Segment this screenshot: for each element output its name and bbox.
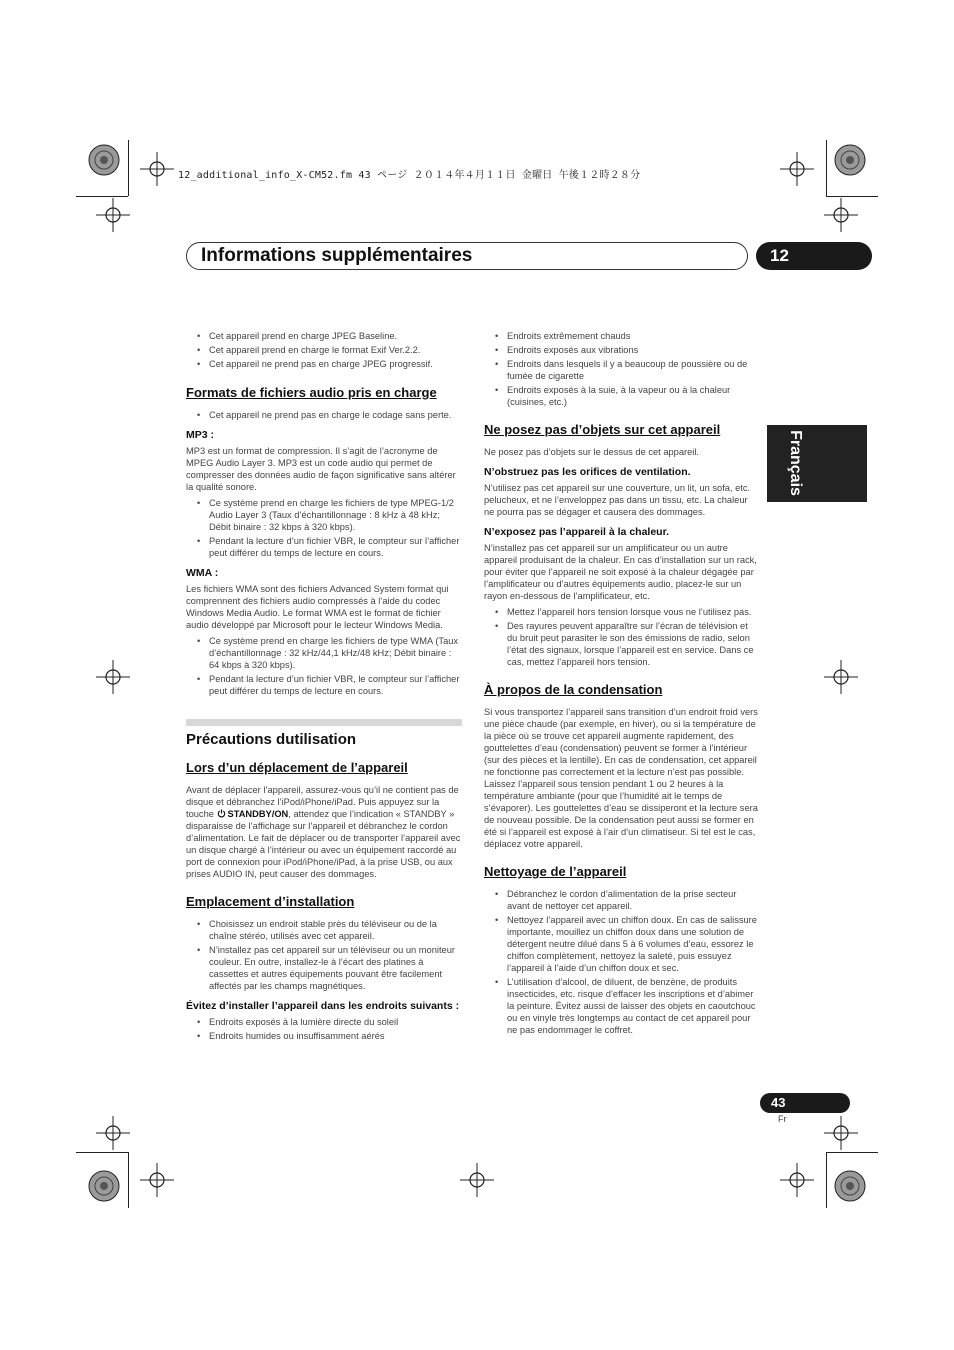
page-title: Informations supplémentaires xyxy=(201,245,473,266)
list-item: • Endroits extrêmement chauds xyxy=(484,330,760,342)
crosshair-mark xyxy=(140,152,174,186)
section-heading-no-objects: Ne posez pas d’objets sur cet appareil xyxy=(484,422,721,437)
section-heading-location: Emplacement d’installation xyxy=(186,894,355,909)
list-item: • Endroits dans lesquels il y a beaucoup de poussière ou de fumée de cigarette xyxy=(484,358,760,382)
avoid-locations-bullets xyxy=(186,1016,462,1042)
audio-bullets xyxy=(186,409,462,421)
crosshair-mark xyxy=(96,198,130,232)
registration-circle-mark xyxy=(832,142,868,178)
crop-line xyxy=(826,140,827,196)
mp3-description: MP3 est un format de compression. Il s’agit de l’acronyme de MPEG Audio Layer 3. MP3 est un code audio qui permet de compresser des données audio de façon significative sans altérer la qualité sonore. xyxy=(186,446,456,492)
moving-text-before: Avant de déplacer l’appareil, assurez-vous qu’il ne contient pas de disque et débranchez l’iPod/iPhone/iPad. Puis appuyez sur la touche xyxy=(186,785,459,819)
list-item: • Nettoyez l’appareil avec un chiffon doux. En cas de salissure importante, mouillez un chiffon doux dans une solution de détergent neutre dilué dans 5 à 6 volumes d’eau, essorez le chiffon complètement, nettoyez la saleté, puis essuyez l’appareil à l’aide d’un chiffon doux et sec. xyxy=(484,914,760,974)
crosshair-mark xyxy=(824,1116,858,1150)
section-divider xyxy=(186,719,462,726)
power-icon xyxy=(217,809,226,818)
avoid-locations-bullets-continued xyxy=(484,330,760,408)
section-title-precautions: Précautions dutilisation xyxy=(186,731,357,748)
crosshair-mark xyxy=(780,152,814,186)
list-item: • Endroits exposés à la lumière directe du soleil xyxy=(186,1016,462,1028)
registration-circle-mark xyxy=(832,1168,868,1204)
wma-bullets xyxy=(186,635,462,697)
crop-line xyxy=(76,1152,128,1153)
list-item: • Des rayures peuvent apparaître sur l’écran de télévision et du bruit peut parasiter le son des émissions de radio, selon l’état des signaux, lorsque l’appareil est en service. Dans ce cas, mettez l’appareil hors tension. xyxy=(484,620,760,668)
list-item: • N’installez pas cet appareil sur un téléviseur ou un moniteur couleur. En outre, installez-le à l’écart des platines à cassettes et autres équipements pouvant être facilement affectés par les champs magnétiques. xyxy=(186,944,462,992)
standby-button-label: STANDBY/ON xyxy=(227,809,289,819)
list-item: • Ce système prend en charge les fichiers de type WMA (Taux d’échantillonnage : 32 kHz/44,1 kHz/48 kHz; Débit binaire : 64 kbps à 320 kbps). xyxy=(186,635,462,671)
crop-line xyxy=(826,1152,827,1208)
crosshair-mark xyxy=(96,660,130,694)
mp3-bullets xyxy=(186,497,462,559)
condensation-description: Si vous transportez l’appareil sans transition d’un endroit froid vers une pièce chaude (par exemple, en hiver), ou si la température de la pièce où se trouve cet appareil augmente rapidement, des gouttelettes d’eau (condensation) peuvent se former à l’intérieur (sur des pièces et la lentille). En cas de condensation, cet appareil ne fonctionne pas correctement et la lecture n’est pas possible. Laissez l’appareil sous tension pendant 1 ou 2 heures à la température ambiante (pour que l’humidité ait le temps de s’évaporer). Les gouttelettes d’eau se dissiperont et la lecture sera de nouveau possible. De la condensation peut aussi se former en été si l’appareil est exposé à l’air d’un climatiseur. Si tel est le cas, déplacez votre appareil. xyxy=(484,707,758,849)
crosshair-mark xyxy=(780,1163,814,1197)
jpeg-bullets xyxy=(186,330,462,370)
heat-description: N’installez pas cet appareil sur un amplificateur ou un autre appareil produisant de la chaleur. En cas d’installation sur un rack, pour éviter que l’appareil ne soit exposé à la chaleur dégagée par l’amplificateur ou d’autres équipements audio, placez-le sur un rayon en-dessous de l’amplificateur, etc. xyxy=(484,543,757,601)
list-item: • Cet appareil ne prend pas en charge JPEG progressif. xyxy=(186,358,462,370)
list-item: • Choisissez un endroit stable près du téléviseur ou de la chaîne stéréo, utilisés avec cet appareil. xyxy=(186,918,462,942)
page-language-code: Fr xyxy=(778,1114,787,1124)
list-item: • Endroits exposés aux vibrations xyxy=(484,344,760,356)
section-heading-audio-formats: Formats de fichiers audio pris en charge xyxy=(186,385,437,400)
language-tab xyxy=(767,425,867,502)
list-item: • Cet appareil prend en charge le format Exif Ver.2.2. xyxy=(186,344,462,356)
section-heading-moving: Lors d’un déplacement de l’appareil xyxy=(186,760,408,775)
language-tab-label: Français xyxy=(787,430,804,496)
list-item: • L’utilisation d’alcool, de diluent, de benzène, de produits insecticides, etc. risque d’effacer les inscriptions et d’abimer la peinture. Évitez aussi de laisser des objets en caoutchouc ou en vinyle très longtemps au contact de cet appareil pour ne pas endommager le coffret. xyxy=(484,976,760,1036)
list-item: • Débranchez le cordon d’alimentation de la prise secteur avant de nettoyer cet appareil. xyxy=(484,888,760,912)
right-column xyxy=(484,330,760,1038)
wma-heading: WMA : xyxy=(186,567,219,579)
list-item: • Cet appareil ne prend pas en charge le codage sans perte. xyxy=(186,409,462,421)
ventilation-heading: N’obstruez pas les orifices de ventilation. xyxy=(484,466,691,478)
wma-description: Les fichiers WMA sont des fichiers Advanced System format qui comprennent des fichiers audio compressés à l’aide du codec Windows Media Audio. Le format WMA est le format de fichier audio développé par Microsoft pour le lecteur Windows Media. xyxy=(186,584,449,630)
ventilation-description: N’utilisez pas cet appareil sur une couverture, un lit, un sofa, etc. pelucheux, et ne l’enveloppez pas dans un tissu, etc. La chaleur ne pourra pas se dégager et causera des dommages. xyxy=(484,483,751,517)
list-item: • Pendant la lecture d’un fichier VBR, le compteur sur l’afficher peut différer du temps de lecture en cours. xyxy=(186,535,462,559)
no-objects-description: Ne posez pas d’objets sur le dessus de cet appareil. xyxy=(484,447,699,457)
heat-heading: N’exposez pas l’appareil à la chaleur. xyxy=(484,526,670,538)
chapter-header xyxy=(186,242,748,270)
avoid-locations-heading: Évitez d’installer l’appareil dans les endroits suivants : xyxy=(186,1000,460,1012)
crop-line xyxy=(826,196,878,197)
registration-circle-mark xyxy=(86,142,122,178)
crop-line xyxy=(128,1152,129,1208)
registration-circle-mark xyxy=(86,1168,122,1204)
crosshair-mark xyxy=(96,1116,130,1150)
cleaning-bullets xyxy=(484,888,760,1036)
crosshair-mark xyxy=(140,1163,174,1197)
left-column xyxy=(186,330,462,1044)
page-number: 43 xyxy=(760,1093,850,1113)
crop-line xyxy=(76,196,128,197)
crop-line xyxy=(826,1152,878,1153)
list-item: • Pendant la lecture d’un fichier VBR, le compteur sur l’afficher peut différer du temps de lecture en cours. xyxy=(186,673,462,697)
moving-text-after: , attendez que l’indication « STANDBY » disparaisse de l’affichage sur l’appareil et débranchez le cordon d’alimentation. Le fait de déplacer ou de transporter l’appareil avec un disque chargé à l’intérieur ou avec un équipement raccordé au port de connexion pour iPod/iPhone/iPad, à la prise USB, ou aux prises AUDIO IN, peut causer des dommages. xyxy=(186,809,461,879)
crosshair-mark xyxy=(824,660,858,694)
list-item: • Mettez l’appareil hors tension lorsque vous ne l’utilisez pas. xyxy=(484,606,760,618)
moving-description xyxy=(186,784,462,880)
list-item: • Cet appareil prend en charge JPEG Baseline. xyxy=(186,330,462,342)
crosshair-mark xyxy=(460,1163,494,1197)
section-heading-cleaning: Nettoyage de l’appareil xyxy=(484,864,627,879)
section-heading-condensation: À propos de la condensation xyxy=(484,682,663,697)
location-bullets xyxy=(186,918,462,992)
chapter-number: 12 xyxy=(756,242,872,270)
list-item: • Ce système prend en charge les fichiers de type MPEG-1/2 Audio Layer 3 (Taux d’échantillonnage : 8 kHz à 48 kHz; Débit binaire : 32 kbps à 320 kbps). xyxy=(186,497,462,533)
mp3-heading: MP3 : xyxy=(186,429,215,441)
list-item: • Endroits exposés à la suie, à la vapeur ou à la chaleur (cuisines, etc.) xyxy=(484,384,760,408)
crosshair-mark xyxy=(824,198,858,232)
heat-bullets xyxy=(484,606,760,668)
print-file-info: 12_additional_info_X-CM52.fm 43 ページ ２０１４年４月１１日 金曜日 午後１２時２８分 xyxy=(178,170,641,181)
list-item: • Endroits humides ou insuffisamment aérés xyxy=(186,1030,462,1042)
crop-line xyxy=(128,140,129,196)
